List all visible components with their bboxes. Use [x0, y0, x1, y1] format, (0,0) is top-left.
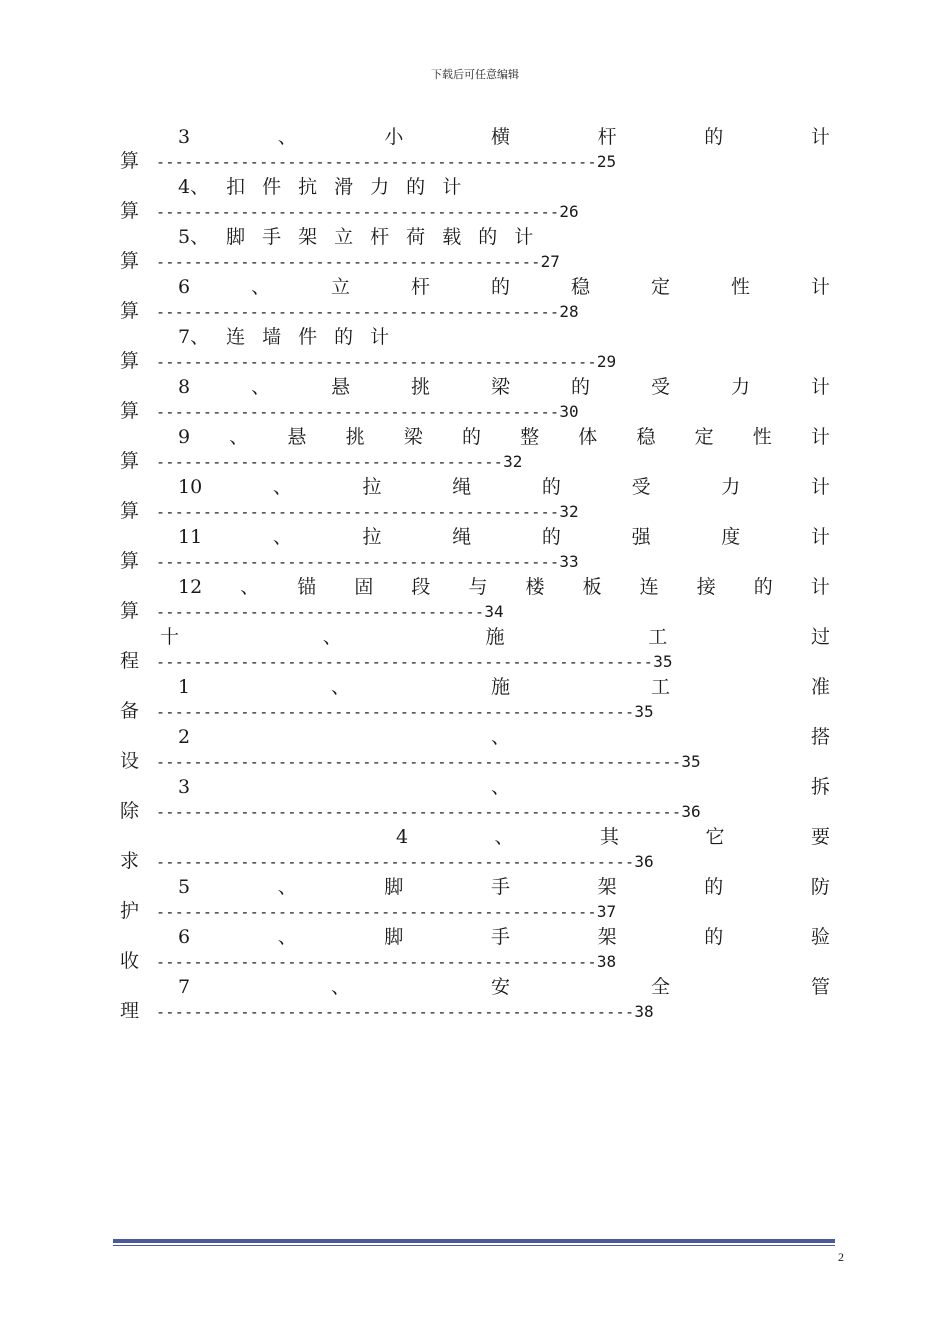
toc-title-char: 架 [597, 876, 617, 898]
toc-title-char: 12 [178, 576, 203, 598]
toc-leader-dashes: --------------------------------------------------- [156, 1003, 635, 1021]
toc-entry-continuation [120, 849, 654, 874]
toc-title-char: 立 [334, 226, 354, 248]
toc-entry[interactable] [120, 724, 830, 774]
toc-title-char: 拉 [362, 476, 382, 498]
toc-title-char: 6 [178, 926, 191, 948]
toc-title-char: 手 [491, 926, 511, 948]
toc-title-char: 计 [514, 226, 534, 248]
toc-page-number: 26 [559, 202, 579, 221]
toc-title-char: 、 [331, 976, 351, 998]
toc-page-number: 33 [559, 552, 579, 571]
toc-continuation-char: 备 [120, 700, 140, 722]
toc-entry[interactable] [120, 324, 830, 374]
toc-title-char: 的 [461, 426, 481, 448]
toc-title-char: 架 [597, 926, 617, 948]
toc-leader-dashes: ------------------------------------------- [156, 303, 560, 321]
toc-title-char: 拆 [810, 776, 830, 798]
toc-title-char: 力 [730, 376, 750, 398]
table-of-contents [120, 124, 830, 1024]
toc-entry-title [178, 774, 830, 800]
toc-title-char: 固 [354, 576, 374, 598]
toc-entry-title [178, 524, 830, 550]
toc-entry-title [178, 324, 406, 350]
toc-entry[interactable] [120, 274, 830, 324]
toc-continuation-char: 算 [120, 150, 140, 172]
toc-entry[interactable] [120, 824, 830, 874]
toc-entry[interactable] [120, 124, 830, 174]
toc-page-number: 38 [634, 1002, 654, 1021]
toc-entry-title [396, 824, 830, 850]
toc-leader-dashes: ----------------------------------------------------- [156, 653, 654, 671]
toc-continuation-char: 算 [120, 350, 140, 372]
toc-leader-dashes: ------------------------------------- [156, 453, 504, 471]
toc-title-char: 脚 [384, 876, 404, 898]
toc-entry-continuation [120, 499, 579, 524]
toc-title-char: 件 [298, 326, 318, 348]
toc-entry[interactable] [120, 374, 830, 424]
toc-title-char: 的 [541, 476, 561, 498]
toc-leader-dashes: --------------------------------------------------- [156, 853, 635, 871]
toc-title-char: 11 [178, 526, 203, 548]
toc-entry-title [178, 224, 550, 250]
toc-page-number: 30 [559, 402, 579, 421]
toc-page-number: 34 [484, 602, 504, 621]
toc-title-char: 计 [810, 276, 830, 298]
toc-title-char: 其 [600, 826, 620, 848]
toc-entry[interactable] [120, 174, 830, 224]
page-number: 2 [838, 1250, 844, 1264]
toc-leader-dashes: ----------------------------------------------- [156, 153, 597, 171]
toc-continuation-char: 除 [120, 800, 140, 822]
toc-title-char: 安 [491, 976, 511, 998]
toc-title-char: 4、 [178, 176, 210, 198]
toc-entry-continuation [120, 599, 504, 624]
toc-entry-title [178, 474, 830, 500]
toc-page-number: 32 [559, 502, 579, 521]
toc-title-char: 2 [178, 726, 191, 748]
toc-leader-dashes: -------------------------------------------------------- [156, 753, 682, 771]
toc-title-char: 稳 [571, 276, 591, 298]
toc-page-number: 35 [653, 652, 673, 671]
toc-title-char: 连 [639, 576, 659, 598]
toc-title-char: 挑 [411, 376, 431, 398]
toc-page-number: 36 [634, 852, 654, 871]
toc-title-char: 、 [277, 126, 297, 148]
toc-page-number: 38 [596, 952, 617, 971]
toc-title-char: 计 [810, 526, 830, 548]
toc-title-char: 、 [277, 926, 297, 948]
toc-leader-dashes: ------------------------------------------- [156, 403, 560, 421]
toc-title-char: 施 [491, 676, 511, 698]
toc-entry[interactable] [120, 774, 830, 824]
toc-title-char: 计 [810, 576, 830, 598]
toc-title-char: 的 [704, 926, 724, 948]
toc-title-char: 7 [178, 976, 191, 998]
toc-leader-dashes: ----------------------------------------- [156, 253, 541, 271]
toc-continuation-char: 算 [120, 550, 140, 572]
toc-title-char: 墙 [262, 326, 282, 348]
toc-title-char: 杆 [370, 226, 390, 248]
toc-entry-title [160, 624, 830, 650]
toc-entry-title [178, 274, 830, 300]
toc-title-char: 十 [160, 626, 180, 648]
toc-title-char: 1 [178, 676, 191, 698]
toc-title-char: 搭 [810, 726, 830, 748]
toc-title-char: 梁 [491, 376, 511, 398]
toc-page-number: 36 [681, 802, 701, 821]
toc-title-char: 计 [810, 126, 830, 148]
toc-title-char: 的 [704, 876, 724, 898]
toc-title-char: 绳 [452, 526, 472, 548]
toc-page-number: 32 [503, 452, 523, 471]
toc-title-char: 横 [491, 126, 511, 148]
toc-title-char: 的 [478, 226, 498, 248]
toc-title-char: 、 [251, 276, 271, 298]
toc-title-char: 计 [810, 476, 830, 498]
toc-page-number: 35 [634, 702, 654, 721]
toc-title-char: 小 [384, 126, 404, 148]
toc-title-char: 力 [370, 176, 390, 198]
toc-title-char: 悬 [287, 426, 307, 448]
toc-title-char: 性 [730, 276, 750, 298]
toc-title-char: 段 [411, 576, 431, 598]
toc-entry-continuation [120, 199, 579, 224]
toc-title-char: 计 [810, 376, 830, 398]
page-header-note: 下载后可任意编辑 [431, 68, 519, 81]
toc-title-char: 连 [226, 326, 246, 348]
toc-continuation-char: 收 [120, 950, 140, 972]
toc-entry-continuation [120, 999, 654, 1024]
toc-title-char: 性 [752, 426, 772, 448]
toc-entry-continuation [120, 699, 654, 724]
toc-leader-dashes: ----------------------------------------------- [156, 953, 597, 971]
toc-continuation-char: 求 [120, 850, 140, 872]
toc-title-char: 、 [251, 376, 271, 398]
toc-title-char: 接 [696, 576, 716, 598]
toc-entry-continuation [120, 149, 616, 174]
toc-entry[interactable] [120, 674, 830, 724]
toc-title-char: 、 [240, 576, 260, 598]
toc-title-char: 整 [520, 426, 540, 448]
toc-title-char: 的 [541, 526, 561, 548]
toc-title-char: 4 [396, 826, 409, 848]
toc-title-char: 的 [334, 326, 354, 348]
toc-title-char: 计 [370, 326, 390, 348]
toc-title-char: 3 [178, 776, 191, 798]
toc-entry[interactable] [120, 474, 830, 524]
toc-title-char: 6 [178, 276, 191, 298]
toc-title-char: 杆 [597, 126, 617, 148]
toc-continuation-char: 算 [120, 250, 140, 272]
toc-entry-title [178, 674, 830, 700]
toc-entry-title [178, 974, 830, 1000]
toc-title-char: 载 [442, 226, 462, 248]
toc-title-char: 、 [229, 426, 249, 448]
toc-entry[interactable] [120, 524, 830, 574]
toc-leader-dashes: ----------------------------------------------- [156, 353, 597, 371]
toc-leader-dashes: ------------------------------------------- [156, 503, 560, 521]
toc-title-char: 、 [272, 526, 292, 548]
toc-entry-title [178, 174, 478, 200]
toc-title-char: 荷 [406, 226, 426, 248]
toc-entry-title [178, 124, 830, 150]
toc-continuation-char: 程 [120, 650, 140, 672]
toc-title-char: 、 [491, 726, 511, 748]
toc-page-number: 25 [596, 152, 617, 171]
toc-continuation-char: 算 [120, 300, 140, 322]
toc-entry-continuation [120, 649, 672, 674]
toc-continuation-char: 理 [120, 1000, 140, 1022]
toc-title-char: 计 [442, 176, 462, 198]
toc-continuation-char: 算 [120, 450, 140, 472]
toc-title-char: 5、 [178, 226, 210, 248]
toc-title-char: 受 [631, 476, 651, 498]
toc-entry-title [178, 724, 830, 750]
toc-title-char: 、 [322, 626, 342, 648]
toc-title-char: 防 [810, 876, 830, 898]
toc-title-char: 定 [650, 276, 670, 298]
toc-leader-dashes: ----------------------------------------------- [156, 903, 597, 921]
toc-entry-continuation [120, 549, 579, 574]
toc-entry-title [178, 374, 830, 400]
toc-entry-continuation [120, 799, 701, 824]
toc-entry[interactable] [120, 424, 830, 474]
toc-title-char: 体 [578, 426, 598, 448]
toc-entry[interactable] [120, 624, 830, 674]
toc-title-char: 手 [491, 876, 511, 898]
toc-entry-continuation [120, 349, 616, 374]
toc-title-char: 力 [721, 476, 741, 498]
toc-title-char: 、 [331, 676, 351, 698]
toc-title-char: 锚 [297, 576, 317, 598]
toc-continuation-char: 算 [120, 200, 140, 222]
toc-title-char: 工 [650, 676, 670, 698]
toc-entry-title [178, 924, 830, 950]
toc-title-char: 10 [178, 476, 203, 498]
toc-title-char: 3 [178, 126, 191, 148]
toc-entry[interactable] [120, 224, 830, 274]
toc-page-number: 35 [681, 752, 701, 771]
toc-continuation-char: 护 [120, 900, 140, 922]
toc-continuation-char: 算 [120, 600, 140, 622]
toc-title-char: 7、 [178, 326, 210, 348]
toc-title-char: 挑 [345, 426, 365, 448]
toc-title-char: 稳 [636, 426, 656, 448]
toc-entry-title [178, 574, 830, 600]
toc-title-char: 8 [178, 376, 191, 398]
toc-entry[interactable] [120, 974, 830, 1024]
toc-title-char: 脚 [384, 926, 404, 948]
toc-title-char: 梁 [403, 426, 423, 448]
toc-title-char: 施 [485, 626, 505, 648]
toc-continuation-char: 设 [120, 750, 140, 772]
toc-title-char: 手 [262, 226, 282, 248]
toc-title-char: 架 [298, 226, 318, 248]
toc-leader-dashes: ----------------------------------- [156, 603, 485, 621]
toc-title-char: 验 [810, 926, 830, 948]
toc-entry-title [178, 424, 830, 450]
toc-title-char: 、 [494, 826, 514, 848]
toc-leader-dashes: ------------------------------------------- [156, 203, 560, 221]
toc-entry-continuation [120, 249, 560, 274]
toc-title-char: 工 [648, 626, 668, 648]
toc-title-char: 板 [582, 576, 602, 598]
toc-leader-dashes: ------------------------------------------- [156, 553, 560, 571]
toc-entry-continuation [120, 949, 616, 974]
toc-title-char: 、 [491, 776, 511, 798]
toc-title-char: 悬 [331, 376, 351, 398]
toc-entry-continuation [120, 449, 522, 474]
toc-title-char: 立 [331, 276, 351, 298]
toc-title-char: 管 [810, 976, 830, 998]
toc-leader-dashes: --------------------------------------------------- [156, 703, 635, 721]
toc-continuation-char: 算 [120, 400, 140, 422]
toc-entry-continuation [120, 399, 579, 424]
toc-title-char: 滑 [334, 176, 354, 198]
toc-title-char: 全 [650, 976, 670, 998]
toc-title-char: 定 [694, 426, 714, 448]
toc-title-char: 杆 [411, 276, 431, 298]
toc-title-char: 计 [810, 426, 830, 448]
footer-rule-thin [113, 1245, 835, 1246]
footer-rule [113, 1239, 835, 1243]
toc-page-number: 29 [596, 352, 617, 371]
toc-page-number: 28 [559, 302, 579, 321]
toc-title-char: 强 [631, 526, 651, 548]
toc-title-char: 过 [810, 626, 830, 648]
toc-title-char: 件 [262, 176, 282, 198]
toc-entry-continuation [120, 899, 616, 924]
toc-leader-dashes: -------------------------------------------------------- [156, 803, 682, 821]
toc-entry-continuation [120, 749, 701, 774]
toc-title-char: 脚 [226, 226, 246, 248]
toc-continuation-char: 算 [120, 500, 140, 522]
toc-title-char: 的 [571, 376, 591, 398]
toc-title-char: 5 [178, 876, 191, 898]
toc-title-char: 抗 [298, 176, 318, 198]
toc-title-char: 受 [650, 376, 670, 398]
toc-entry-title [178, 874, 830, 900]
toc-entry-continuation [120, 299, 579, 324]
toc-entry[interactable] [120, 574, 830, 624]
toc-title-char: 9 [178, 426, 191, 448]
toc-title-char: 的 [406, 176, 426, 198]
toc-title-char: 楼 [525, 576, 545, 598]
toc-title-char: 的 [491, 276, 511, 298]
toc-title-char: 准 [810, 676, 830, 698]
toc-title-char: 度 [721, 526, 741, 548]
toc-title-char: 、 [272, 476, 292, 498]
toc-page-number: 27 [540, 252, 560, 271]
toc-entry[interactable] [120, 874, 830, 924]
toc-entry[interactable] [120, 924, 830, 974]
toc-title-char: 的 [753, 576, 773, 598]
toc-title-char: 绳 [452, 476, 472, 498]
toc-page-number: 37 [596, 902, 617, 921]
toc-title-char: 拉 [362, 526, 382, 548]
toc-title-char: 、 [277, 876, 297, 898]
toc-title-char: 要 [810, 826, 830, 848]
toc-title-char: 与 [468, 576, 488, 598]
toc-title-char: 的 [704, 126, 724, 148]
toc-title-char: 扣 [226, 176, 246, 198]
toc-title-char: 它 [705, 826, 725, 848]
